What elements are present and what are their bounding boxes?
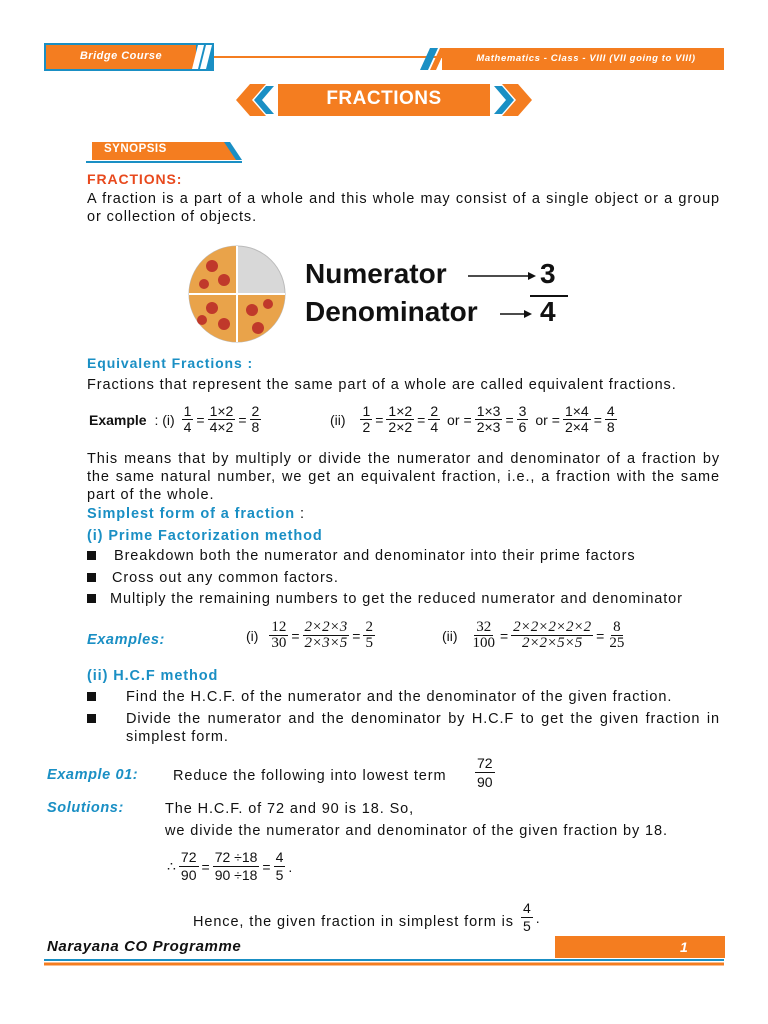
denominator: 5 — [275, 867, 284, 883]
example-ii-label: (ii) — [442, 627, 458, 644]
numerator: 32 — [476, 619, 492, 635]
denominator: 90 — [180, 867, 197, 883]
example-ii-label: (ii) — [330, 411, 346, 428]
pizza-slice-2 — [189, 294, 237, 342]
example-row-1: Example : (i) $\frac{1}{4}$ = $\frac{1\times 2}{4\times 2}$ = $\frac{2}{8}$ — [89, 403, 260, 435]
numerator: 4 — [523, 900, 531, 916]
fraction — [475, 404, 503, 435]
list-item — [87, 688, 96, 706]
numerator: 2 — [365, 619, 373, 635]
page-number: 1 — [680, 939, 688, 955]
denominator: 2×4 — [564, 419, 589, 435]
period: . — [288, 858, 293, 875]
fraction — [303, 620, 350, 651]
equivalent-explanation: This means that by multiply or divide the numerator and denominator of a fraction by the same natural number, we get an equivalent fraction, i.e., a fraction with the same part of the whole. — [87, 451, 720, 503]
numerator: 4 — [606, 403, 615, 419]
denominator: 6 — [518, 419, 527, 435]
denominator: 2 — [362, 419, 371, 435]
numerator: 12 — [271, 619, 287, 635]
fraction — [360, 404, 372, 435]
denominator: 2×2×5×5 — [521, 635, 583, 651]
solution-line-1: The H.C.F. of 72 and 90 is 18. So, — [165, 801, 415, 817]
method-1-heading: (i) Prime Factorization method — [87, 528, 323, 544]
numerator: 72 — [477, 755, 493, 771]
numerator: 4 — [275, 849, 284, 865]
footer-decoration — [0, 936, 768, 976]
fraction — [511, 620, 593, 651]
examples-label: Examples: — [87, 632, 165, 648]
denominator: 4×2 — [209, 419, 234, 435]
fraction — [274, 849, 286, 884]
fraction — [605, 404, 617, 435]
numerator-label: Numerator — [305, 258, 447, 289]
therefore-symbol: ∴ — [167, 858, 176, 874]
denominator-label: Denominator — [305, 296, 478, 327]
denominator: 4 — [430, 419, 439, 435]
numerator: 2 — [430, 403, 439, 419]
numerator: 8 — [613, 619, 621, 635]
fractions-heading: FRACTIONS: — [87, 171, 183, 187]
list-item-text: Find the H.C.F. of the numerator and the denominator of the given fraction. — [126, 689, 673, 705]
list-item — [87, 547, 636, 565]
denominator: 5 — [365, 635, 373, 651]
page-title: FRACTIONS — [326, 88, 442, 109]
factorization-example-2: (ii) $\frac{32}{100}$ = $\frac{2\times 2\times 2\times 2\times 2}{2\times 2\times 5\times 5}$ = $\frac{8}{25}$ — [442, 619, 625, 651]
solution-final-fraction — [520, 900, 542, 935]
denominator: 100 — [472, 635, 495, 651]
list-item — [87, 710, 96, 728]
simplest-heading: Simplest form of a fraction — [87, 506, 295, 522]
equivalent-definition: Fractions that represent the same part of a whole are called equivalent fractions. — [87, 377, 677, 393]
or-word: or — [447, 411, 460, 428]
denominator: 8 — [251, 419, 260, 435]
or-word: or — [535, 411, 548, 428]
bullet-icon — [87, 714, 96, 723]
simplest-heading-suffix: : — [299, 506, 305, 522]
list-item-text: Breakdown both the numerator and denominator into their prime factors — [114, 548, 636, 564]
fraction — [182, 404, 194, 435]
denominator: 90 — [477, 774, 493, 790]
solution-line-2: we divide the numerator and denominator of the given fraction by 18. — [165, 823, 668, 839]
bullet-icon — [87, 692, 96, 701]
denominator-value: 4 — [540, 296, 556, 327]
denominator: 8 — [606, 419, 615, 435]
fraction — [213, 849, 260, 884]
fraction — [521, 900, 533, 935]
fraction — [475, 754, 495, 791]
denominator: 2×3×5 — [304, 635, 348, 651]
bullet-icon — [87, 551, 96, 560]
solution-equation: ∴ $\frac{72}{90}$ = $\frac{72 \div 18}{90 \div 18}$ = $\frac{4}{5}$ . — [167, 849, 293, 883]
page-number-tab — [555, 936, 725, 958]
list-item — [87, 569, 339, 587]
solutions-label: Solutions: — [47, 800, 124, 816]
list-item-text: Cross out any common factors. — [112, 570, 339, 586]
example-label: Example — [89, 411, 147, 428]
numerator: 3 — [518, 403, 527, 419]
factorization-example-1: (i) $\frac{12}{30}$ = $\frac{2\times 2\times 3}{2\times 3\times 5}$ = $\frac{2}{5}$ — [246, 619, 373, 651]
denominator: 4 — [183, 419, 192, 435]
bullet-icon — [87, 594, 96, 603]
bridge-course-label: Bridge Course — [79, 50, 163, 62]
fraction — [428, 404, 440, 435]
denominator: 90 ÷18 — [214, 867, 258, 883]
header-decoration — [0, 0, 768, 80]
denominator: 5 — [523, 918, 531, 934]
bullet-icon — [87, 573, 96, 582]
example-01-text: Reduce the following into lowest term — [173, 768, 447, 784]
denominator: 2×2 — [388, 419, 413, 435]
program-name: Narayana CO Programme — [47, 938, 242, 955]
numerator: 1 — [183, 403, 192, 419]
numerator: 2×2×2×2×2 — [513, 619, 592, 635]
numerator: 1 — [362, 403, 371, 419]
fraction — [563, 404, 591, 435]
numerator: 2×2×3 — [304, 619, 348, 635]
fraction — [179, 849, 199, 884]
numerator: 1×2 — [388, 403, 413, 419]
method-2-heading: (ii) H.C.F method — [87, 668, 219, 684]
numerator: 72 — [180, 849, 197, 865]
fraction — [470, 620, 497, 651]
fraction — [250, 404, 262, 435]
simplest-heading-row — [87, 505, 305, 523]
list-item-text: Multiply the remaining numbers to get the reduced numerator and denominator — [110, 591, 683, 607]
fraction — [386, 404, 414, 435]
example-01-label: Example 01: — [47, 767, 139, 783]
period: . — [535, 909, 540, 926]
denominator: 2×3 — [476, 419, 501, 435]
fraction — [607, 620, 626, 651]
synopsis-badge: SYNOPSIS — [104, 143, 167, 155]
numerator: 2 — [251, 403, 260, 419]
fraction — [517, 404, 529, 435]
numerator: 1×3 — [476, 403, 501, 419]
fraction — [363, 620, 375, 651]
example-i-label: : (i) — [154, 411, 175, 428]
numerator: 1×4 — [564, 403, 589, 419]
example-i-label: (i) — [246, 627, 259, 644]
numerator: 1×2 — [209, 403, 234, 419]
figure-arrows — [466, 266, 538, 326]
list-item-text: Divide the numerator and the denominator by H.C.F to get the given fraction in simplest form. — [126, 711, 720, 745]
example-row-2: (ii) $\frac{1}{2}$ = $\frac{1\times 2}{2\times 2}$ = $\frac{2}{4}$ or = $\frac{1\times 3}{2\times 3}$ = $\frac{3}{6}$ or = $\frac{1\times 4}{2\times 4}$ = $\frac{4}{8}$ — [330, 403, 615, 435]
solution-final-text: Hence, the given fraction in simplest form is — [193, 914, 514, 930]
list-item — [87, 590, 683, 608]
denominator: 30 — [271, 635, 287, 651]
numerator-value: 3 — [540, 258, 556, 289]
pizza-image — [182, 244, 292, 344]
class-label: Mathematics - Class - VIII (VII going to VIII) — [476, 53, 696, 64]
numerator: 72 ÷18 — [214, 849, 258, 865]
fraction — [208, 404, 236, 435]
equivalent-heading: Equivalent Fractions : — [87, 355, 254, 371]
example-01-fraction — [474, 754, 496, 791]
fraction — [269, 620, 288, 651]
denominator: 25 — [609, 635, 625, 651]
fraction-definition: A fraction is a part of a whole and this whole may consist of a single object or a group or collection of objects. — [87, 191, 720, 225]
pizza-slice-3 — [237, 294, 285, 342]
